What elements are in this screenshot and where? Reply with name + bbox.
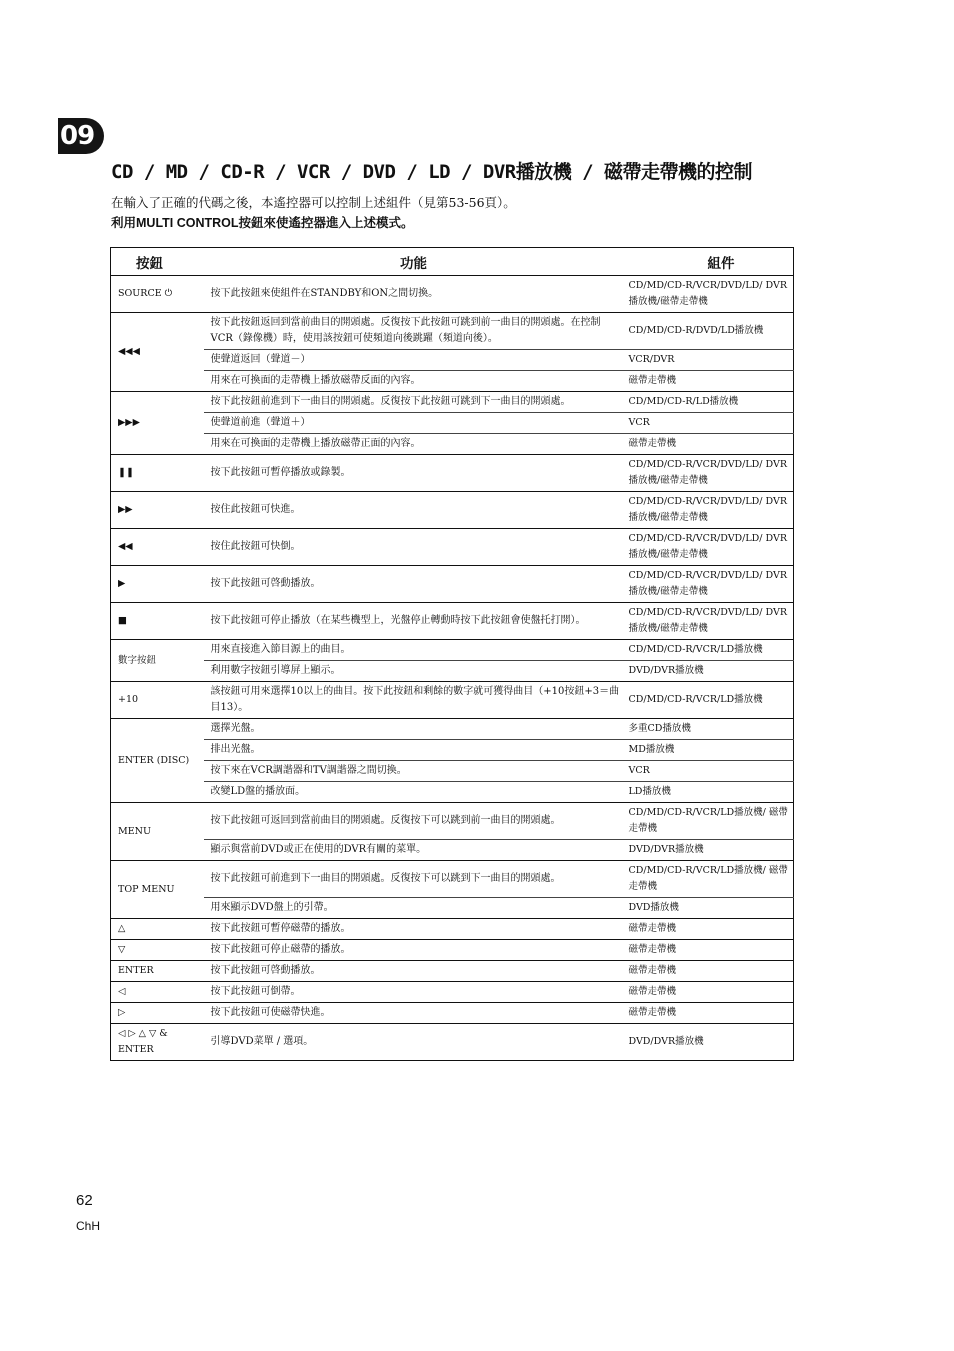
function-cell: 按住此按鈕可快進。 xyxy=(204,492,624,529)
component-cell: MD播放機 xyxy=(624,740,794,761)
header-function: 功能 xyxy=(204,248,624,276)
function-cell: 該按鈕可用來選擇10以上的曲目。按下此按鈕和剩餘的數字就可獲得曲目（+10按鈕+3＝曲目13）。 xyxy=(204,682,624,719)
table-row xyxy=(111,276,794,313)
component-cell: 磁帶走帶機 xyxy=(624,371,794,392)
function-cell: 使聲道前進（聲道＋） xyxy=(204,413,624,434)
table-row xyxy=(111,350,794,371)
function-cell: 按住此按鈕可快倒。 xyxy=(204,529,624,566)
component-cell: CD/MD/CD-R/DVD/LD播放機 xyxy=(624,313,794,350)
component-cell: 磁帶走帶機 xyxy=(624,1003,794,1024)
function-cell: 按下此按鈕可暫停播放或錄製。 xyxy=(204,455,624,492)
function-cell: 用來顯示DVD盤上的引帶。 xyxy=(204,898,624,919)
controls-table xyxy=(110,247,794,1061)
table-row xyxy=(111,803,794,840)
component-cell: CD/MD/CD-R/VCR/DVD/LD/ DVR播放機/磁帶走帶機 xyxy=(624,529,794,566)
component-cell: CD/MD/CD-R/VCR/LD播放機 xyxy=(624,682,794,719)
component-cell: DVD/DVR播放機 xyxy=(624,1024,794,1061)
button-name-cell: ▶ xyxy=(111,566,204,603)
table-header-row xyxy=(111,248,794,276)
component-cell: CD/MD/CD-R/VCR/LD播放機/ 磁帶走帶機 xyxy=(624,861,794,898)
function-cell: 用來直接進入節目源上的曲目。 xyxy=(204,640,624,661)
function-cell: 按下此按鈕返回到當前曲目的開頭處。反復按下此按鈕可跳到前一曲目的開頭處。在控制VCR（錄像機）時，使用該按鈕可使頻道向後跳躍（頻道向後）。 xyxy=(204,313,624,350)
component-cell: DVD/DVR播放機 xyxy=(624,661,794,682)
button-name-cell: MENU xyxy=(111,803,204,861)
component-cell: VCR/DVR xyxy=(624,350,794,371)
button-name-cell: △ xyxy=(111,919,204,940)
function-cell: 按下此按鈕可啓動播放。 xyxy=(204,566,624,603)
table-row xyxy=(111,861,794,898)
button-name-cell: ▶▶▶ xyxy=(111,392,204,455)
button-name-cell: ◁ xyxy=(111,982,204,1003)
function-cell: 用來在可換面的走帶機上播放磁帶正面的內容。 xyxy=(204,434,624,455)
button-name-cell: ENTER (DISC) xyxy=(111,719,204,803)
page-number: 62 xyxy=(76,1192,93,1209)
function-cell: 按下此按鈕可停止磁帶的播放。 xyxy=(204,940,624,961)
function-cell: 使聲道返回（聲道－） xyxy=(204,350,624,371)
component-cell: 磁帶走帶機 xyxy=(624,919,794,940)
table-row xyxy=(111,761,794,782)
table-row xyxy=(111,413,794,434)
page-language: ChH xyxy=(76,1219,101,1233)
component-cell: CD/MD/CD-R/LD播放機 xyxy=(624,392,794,413)
function-cell: 引導DVD菜單 / 選項。 xyxy=(204,1024,624,1061)
table-row xyxy=(111,740,794,761)
button-name-cell: +10 xyxy=(111,682,204,719)
table-row xyxy=(111,392,794,413)
page-title: CD / MD / CD-R / VCR / DVD / LD / DVR播放機 / 磁帶走帶機的控制 xyxy=(111,161,753,183)
table-row xyxy=(111,719,794,740)
component-cell: CD/MD/CD-R/VCR/LD播放機/ 磁帶走帶機 xyxy=(624,803,794,840)
component-cell: 磁帶走帶機 xyxy=(624,940,794,961)
component-cell: LD播放機 xyxy=(624,782,794,803)
component-cell: CD/MD/CD-R/VCR/LD播放機 xyxy=(624,640,794,661)
button-name-cell: SOURCE ⏻ xyxy=(111,276,204,313)
component-cell: 磁帶走帶機 xyxy=(624,982,794,1003)
function-cell: 按下此按鈕可使磁帶快進。 xyxy=(204,1003,624,1024)
header-component: 組件 xyxy=(624,248,794,276)
component-cell: VCR xyxy=(624,413,794,434)
button-name-cell: ENTER xyxy=(111,961,204,982)
button-name-cell: ◀◀◀ xyxy=(111,313,204,392)
component-cell: DVD播放機 xyxy=(624,898,794,919)
table-row xyxy=(111,313,794,350)
component-cell: DVD/DVR播放機 xyxy=(624,840,794,861)
button-name-cell: TOP MENU xyxy=(111,861,204,919)
table-row xyxy=(111,940,794,961)
function-cell: 按下此按鈕可啓動播放。 xyxy=(204,961,624,982)
component-cell: 磁帶走帶機 xyxy=(624,961,794,982)
table-body xyxy=(111,276,794,1061)
table-row xyxy=(111,1003,794,1024)
component-cell: VCR xyxy=(624,761,794,782)
table-row xyxy=(111,982,794,1003)
table-row xyxy=(111,919,794,940)
function-cell: 按下此按鈕可返回到當前曲目的開頭處。反復按下可以跳到前一曲目的開頭處。 xyxy=(204,803,624,840)
component-cell: 磁帶走帶機 xyxy=(624,434,794,455)
function-cell: 顯示與當前DVD或正在使用的DVR有關的菜單。 xyxy=(204,840,624,861)
button-name-cell: ■ xyxy=(111,603,204,640)
table-row xyxy=(111,371,794,392)
table-row xyxy=(111,661,794,682)
component-cell: CD/MD/CD-R/VCR/DVD/LD/ DVR播放機/磁帶走帶機 xyxy=(624,603,794,640)
table-row xyxy=(111,840,794,861)
function-cell: 改變LD盤的播放面。 xyxy=(204,782,624,803)
button-name-cell: ▷ xyxy=(111,1003,204,1024)
intro-instruction: 利用MULTI CONTROL按鈕來使遙控器進入上述模式。 xyxy=(111,216,414,230)
table-row xyxy=(111,782,794,803)
component-cell: CD/MD/CD-R/VCR/DVD/LD/ DVR播放機/磁帶走帶機 xyxy=(624,276,794,313)
function-cell: 按下此按鈕可暫停磁帶的播放。 xyxy=(204,919,624,940)
button-name-cell: ◀◀ xyxy=(111,529,204,566)
header-button: 按鈕 xyxy=(111,248,204,276)
table-row xyxy=(111,492,794,529)
chapter-tab: 09 xyxy=(58,118,104,154)
table-row xyxy=(111,961,794,982)
function-cell: 按下此按鈕可前進到下一曲目的開頭處。反復按下可以跳到下一曲目的開頭處。 xyxy=(204,861,624,898)
component-cell: CD/MD/CD-R/VCR/DVD/LD/ DVR播放機/磁帶走帶機 xyxy=(624,455,794,492)
table-row xyxy=(111,1024,794,1061)
table-row xyxy=(111,455,794,492)
component-cell: CD/MD/CD-R/VCR/DVD/LD/ DVR播放機/磁帶走帶機 xyxy=(624,492,794,529)
component-cell: 多重CD播放機 xyxy=(624,719,794,740)
function-cell: 按下此按鈕來使組件在STANDBY和ON之間切換。 xyxy=(204,276,624,313)
component-cell: CD/MD/CD-R/VCR/DVD/LD/ DVR播放機/磁帶走帶機 xyxy=(624,566,794,603)
intro-text: 在輸入了正確的代碼之後，本遙控器可以控制上述組件（見第53-56頁）。 xyxy=(111,195,516,210)
function-cell: 利用數字按鈕引導屏上顯示。 xyxy=(204,661,624,682)
function-cell: 用來在可換面的走帶機上播放磁帶反面的內容。 xyxy=(204,371,624,392)
table-row xyxy=(111,529,794,566)
function-cell: 排出光盤。 xyxy=(204,740,624,761)
button-name-cell: ❚❚ xyxy=(111,455,204,492)
button-name-cell: ▽ xyxy=(111,940,204,961)
button-name-cell: 數字按鈕 xyxy=(111,640,204,682)
function-cell: 按下此按鈕可停止播放（在某些機型上，光盤停止轉動時按下此按鈕會使盤托打開）。 xyxy=(204,603,624,640)
button-name-cell: ◁ ▷ △ ▽ & ENTER xyxy=(111,1024,204,1061)
function-cell: 按下此按鈕可倒帶。 xyxy=(204,982,624,1003)
function-cell: 按下此按鈕前進到下一曲目的開頭處。反復按下此按鈕可跳到下一曲目的開頭處。 xyxy=(204,392,624,413)
button-name-cell: ▶▶ xyxy=(111,492,204,529)
table-row xyxy=(111,898,794,919)
table-row xyxy=(111,434,794,455)
table-row xyxy=(111,566,794,603)
table-row xyxy=(111,682,794,719)
function-cell: 選擇光盤。 xyxy=(204,719,624,740)
table-row xyxy=(111,640,794,661)
function-cell: 按下來在VCR調諧器和TV調諧器之間切換。 xyxy=(204,761,624,782)
table-row xyxy=(111,603,794,640)
